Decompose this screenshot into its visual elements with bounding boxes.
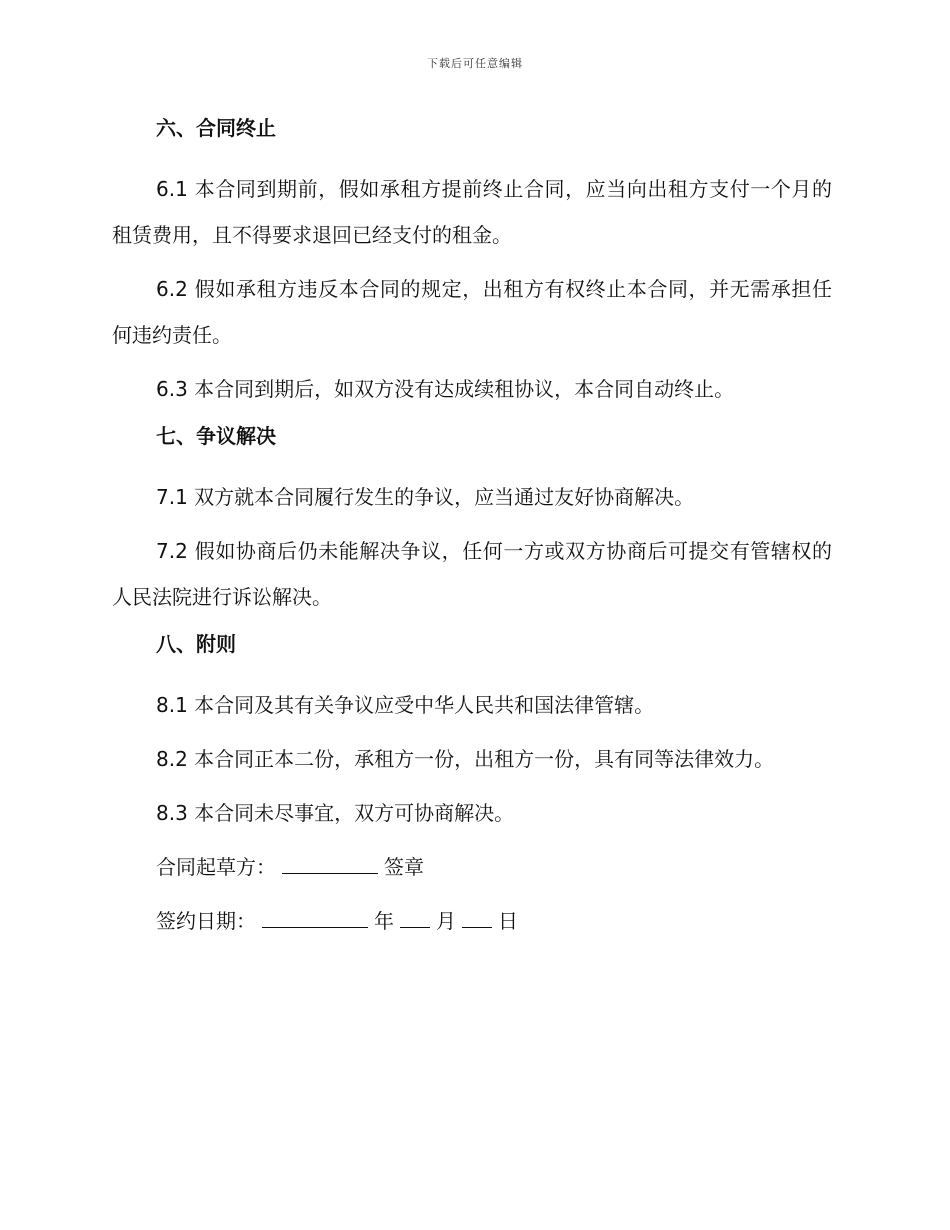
month-blank[interactable]: [400, 905, 430, 928]
year-label: 年: [374, 909, 394, 933]
drafter-suffix: 签章: [384, 855, 424, 879]
month-label: 月: [436, 909, 456, 933]
section-title: 六、合同终止: [156, 116, 276, 140]
page-header: 下载后可任意编辑: [427, 57, 523, 70]
section-title: 七、争议解决: [156, 424, 276, 448]
clause-7-2: 7.2 假如协商后仍未能解决争议，任何一方或双方协商后可提交有管辖权的人民法院进行诉讼解决。: [112, 539, 832, 609]
drafter-signature-line: [112, 844, 832, 890]
clause-6-1: 6.1 本合同到期前，假如承租方提前终止合同，应当向出租方支付一个月的租赁费用，且不得要求退回已经支付的租金。: [112, 177, 832, 247]
sign-date-line: [112, 898, 832, 944]
clause-7-1: 7.1 双方就本合同履行发生的争议，应当通过友好协商解决。: [156, 485, 695, 509]
section-termination: [112, 112, 832, 412]
section-title: 八、附则: [156, 632, 236, 656]
day-blank[interactable]: [462, 905, 492, 928]
clause-8-2: 8.2 本合同正本二份，承租方一份，出租方一份，具有同等法律效力。: [156, 747, 775, 771]
clause-8-3: 8.3 本合同未尽事宜，双方可协商解决。: [156, 801, 515, 825]
document-body: [112, 112, 832, 952]
year-blank[interactable]: [262, 905, 368, 928]
clause-8-1: 8.1 本合同及其有关争议应受中华人民共和国法律管辖。: [156, 693, 655, 717]
day-label: 日: [498, 909, 518, 933]
section-supplementary: [112, 628, 832, 836]
section-dispute: [112, 420, 832, 620]
drafter-label: 合同起草方：: [156, 855, 276, 879]
drafter-blank[interactable]: [282, 851, 378, 874]
date-label: 签约日期：: [156, 909, 256, 933]
clause-6-3: 6.3 本合同到期后，如双方没有达成续租协议，本合同自动终止。: [156, 377, 735, 401]
clause-6-2: 6.2 假如承租方违反本合同的规定，出租方有权终止本合同，并无需承担任何违约责任。: [112, 277, 832, 347]
